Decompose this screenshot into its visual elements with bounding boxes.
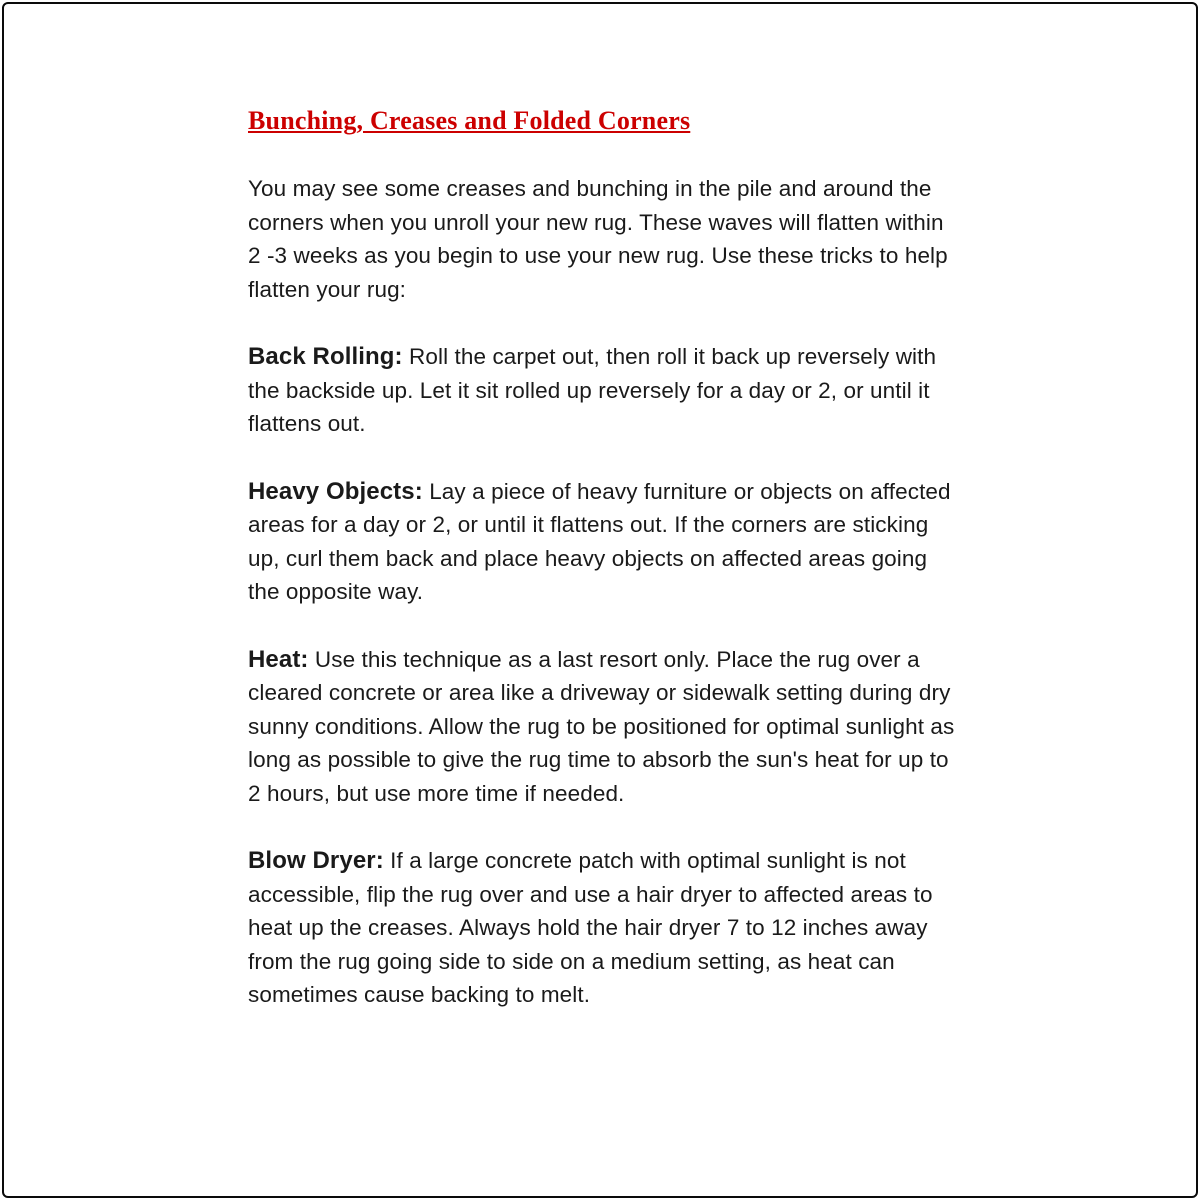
paragraph-lead: Heat: bbox=[248, 645, 309, 673]
paragraph-back-rolling bbox=[248, 340, 960, 441]
paragraph-blow-dryer bbox=[248, 844, 960, 1012]
paragraph-lead: Blow Dryer: bbox=[248, 847, 384, 874]
paragraph-lead: Heavy Objects: bbox=[248, 477, 423, 505]
paragraph-text: You may see some creases and bunching in the pile and around the corners when you unroll your new rug. These waves will flatten within 2 -3 weeks as you begin to use your new rug. Use these tricks to help flatten your rug: bbox=[248, 176, 948, 302]
paragraph-text: Lay a piece of heavy furniture or objects on affected areas for a day or 2, or until it flattens out. If the corners are sticking up, curl them back and place heavy objects on affected areas going the opposite way. bbox=[248, 478, 951, 604]
paragraph-heat bbox=[248, 643, 960, 811]
paragraph-text: Use this technique as a last resort only. Place the rug over a cleared concrete or area like a driveway or sidewalk setting during dry sunny conditions. Allow the rug to be positioned for optimal sunlight as long as possible to give the rug time to absorb the sun's heat for up to 2 hours, but use more time if needed. bbox=[248, 646, 955, 806]
paragraph-text: Roll the carpet out, then roll it back up reversely with the backside up. Let it sit rolled up reversely for a day or 2, or until it flattens out. bbox=[248, 344, 937, 436]
page-title: Bunching, Creases and Folded Corners bbox=[248, 106, 691, 135]
paragraph-heavy-objects bbox=[248, 475, 960, 609]
document-page bbox=[248, 106, 960, 1046]
paragraph-lead: Back Rolling: bbox=[248, 343, 403, 370]
paragraph-text: If a large concrete patch with optimal sunlight is not accessible, flip the rug over and use a hair dryer to affected areas to heat up the creases. Always hold the hair dryer 7 to 12 inches away from the rug going side to side on a medium setting, as heat can sometimes cause backing to melt. bbox=[248, 848, 933, 1007]
paragraph-intro bbox=[248, 172, 960, 306]
